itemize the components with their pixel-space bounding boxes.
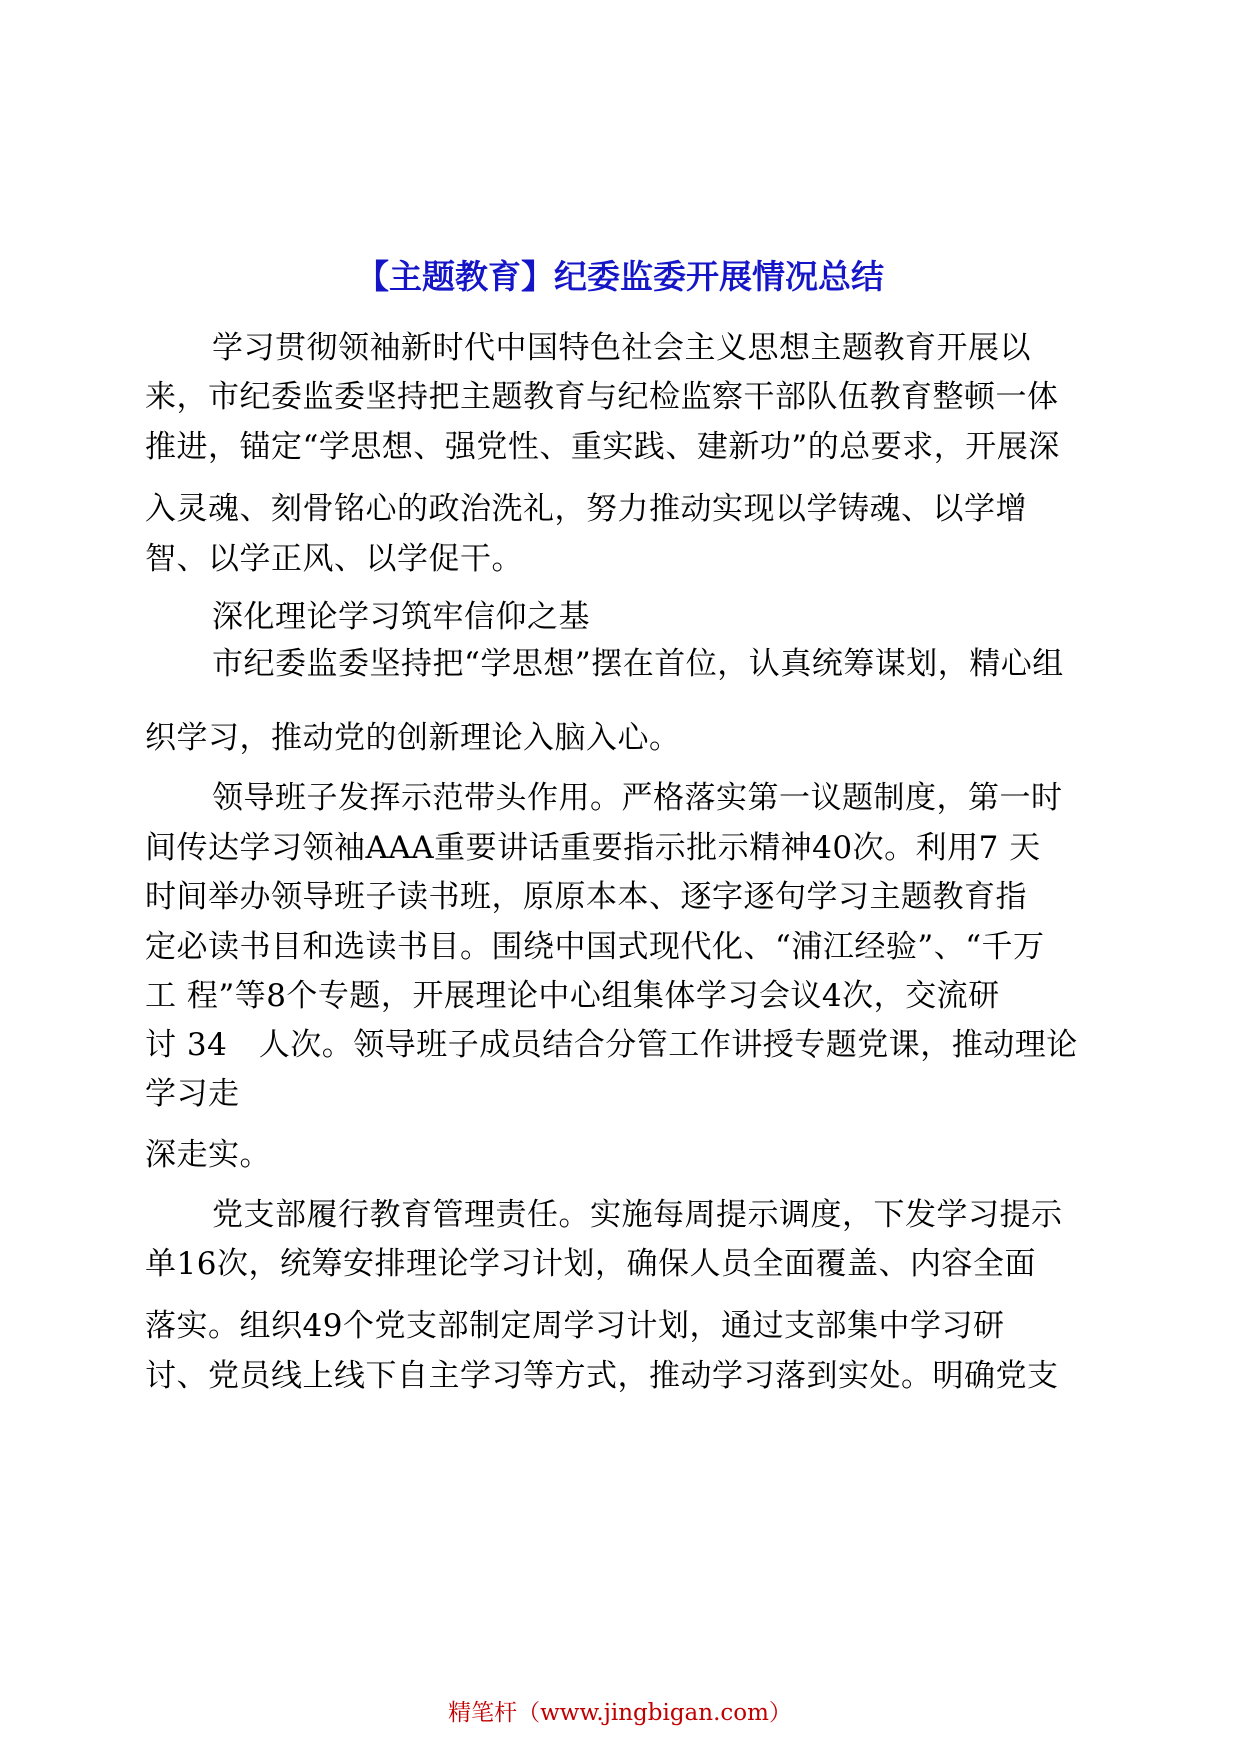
paragraph-line: 入灵魂、刻骨铭心的政治洗礼，努力推动实现以学铸魂、以学增 bbox=[145, 491, 1027, 527]
paragraph-line: 党支部履行教育管理责任。实施每周提示调度，下发学习提示 bbox=[212, 1197, 1063, 1233]
section-heading: 深化理论学习筑牢信仰之基 bbox=[212, 599, 590, 635]
paragraph-line: 来，市纪委监委坚持把主题教育与纪检监察干部队伍教育整顿一体 bbox=[145, 379, 1059, 415]
paragraph-line: 时间举办领导班子读书班，原原本本、逐字逐句学习主题教育指 bbox=[145, 879, 1027, 915]
footer-link[interactable]: 精笔杆（www.jingbigan.com） bbox=[448, 1700, 792, 1726]
paragraph-line: 推进，锚定“学思想、强党性、重实践、建新功”的总要求，开展深 bbox=[145, 429, 1060, 465]
paragraph-line: 学习贯彻领袖新时代中国特色社会主义思想主题教育开展以 bbox=[212, 330, 1031, 366]
paragraph-line: 深走实。 bbox=[145, 1137, 271, 1173]
paragraph-line: 讨 34 人次。领导班子成员结合分管工作讲授专题党课，推动理论 bbox=[145, 1027, 1078, 1063]
paragraph-line: 工 程”等8个专题，开展理论中心组集体学习会议4次，交流研 bbox=[145, 978, 1000, 1014]
document-title: 【主题教育】纪委监委开展情况总结 bbox=[356, 257, 884, 296]
paragraph-line: 讨、党员线上线下自主学习等方式，推动学习落到实处。明确党支 bbox=[145, 1358, 1059, 1394]
paragraph-line: 落实。组织49个党支部制定周学习计划，通过支部集中学习研 bbox=[145, 1308, 1005, 1344]
paragraph-line: 间传达学习领袖AAA重要讲话重要指示批示精神40次。利用7 天 bbox=[145, 830, 1041, 866]
paragraph-line: 织学习，推动党的创新理论入脑入心。 bbox=[145, 720, 681, 756]
paragraph-line: 单16次，统筹安排理论学习计划，确保人员全面覆盖、内容全面 bbox=[145, 1246, 1036, 1282]
paragraph-line: 定必读书目和选读书目。围绕中国式现代化、“浦江经验”、“千万 bbox=[145, 929, 1045, 965]
paragraph-line: 智、以学正风、以学促干。 bbox=[145, 541, 523, 577]
paragraph-line: 领导班子发挥示范带头作用。严格落实第一议题制度，第一时 bbox=[212, 780, 1063, 816]
paragraph-line: 学习走 bbox=[145, 1076, 240, 1112]
paragraph-line: 市纪委监委坚持把“学思想”摆在首位，认真统筹谋划，精心组 bbox=[212, 646, 1064, 682]
